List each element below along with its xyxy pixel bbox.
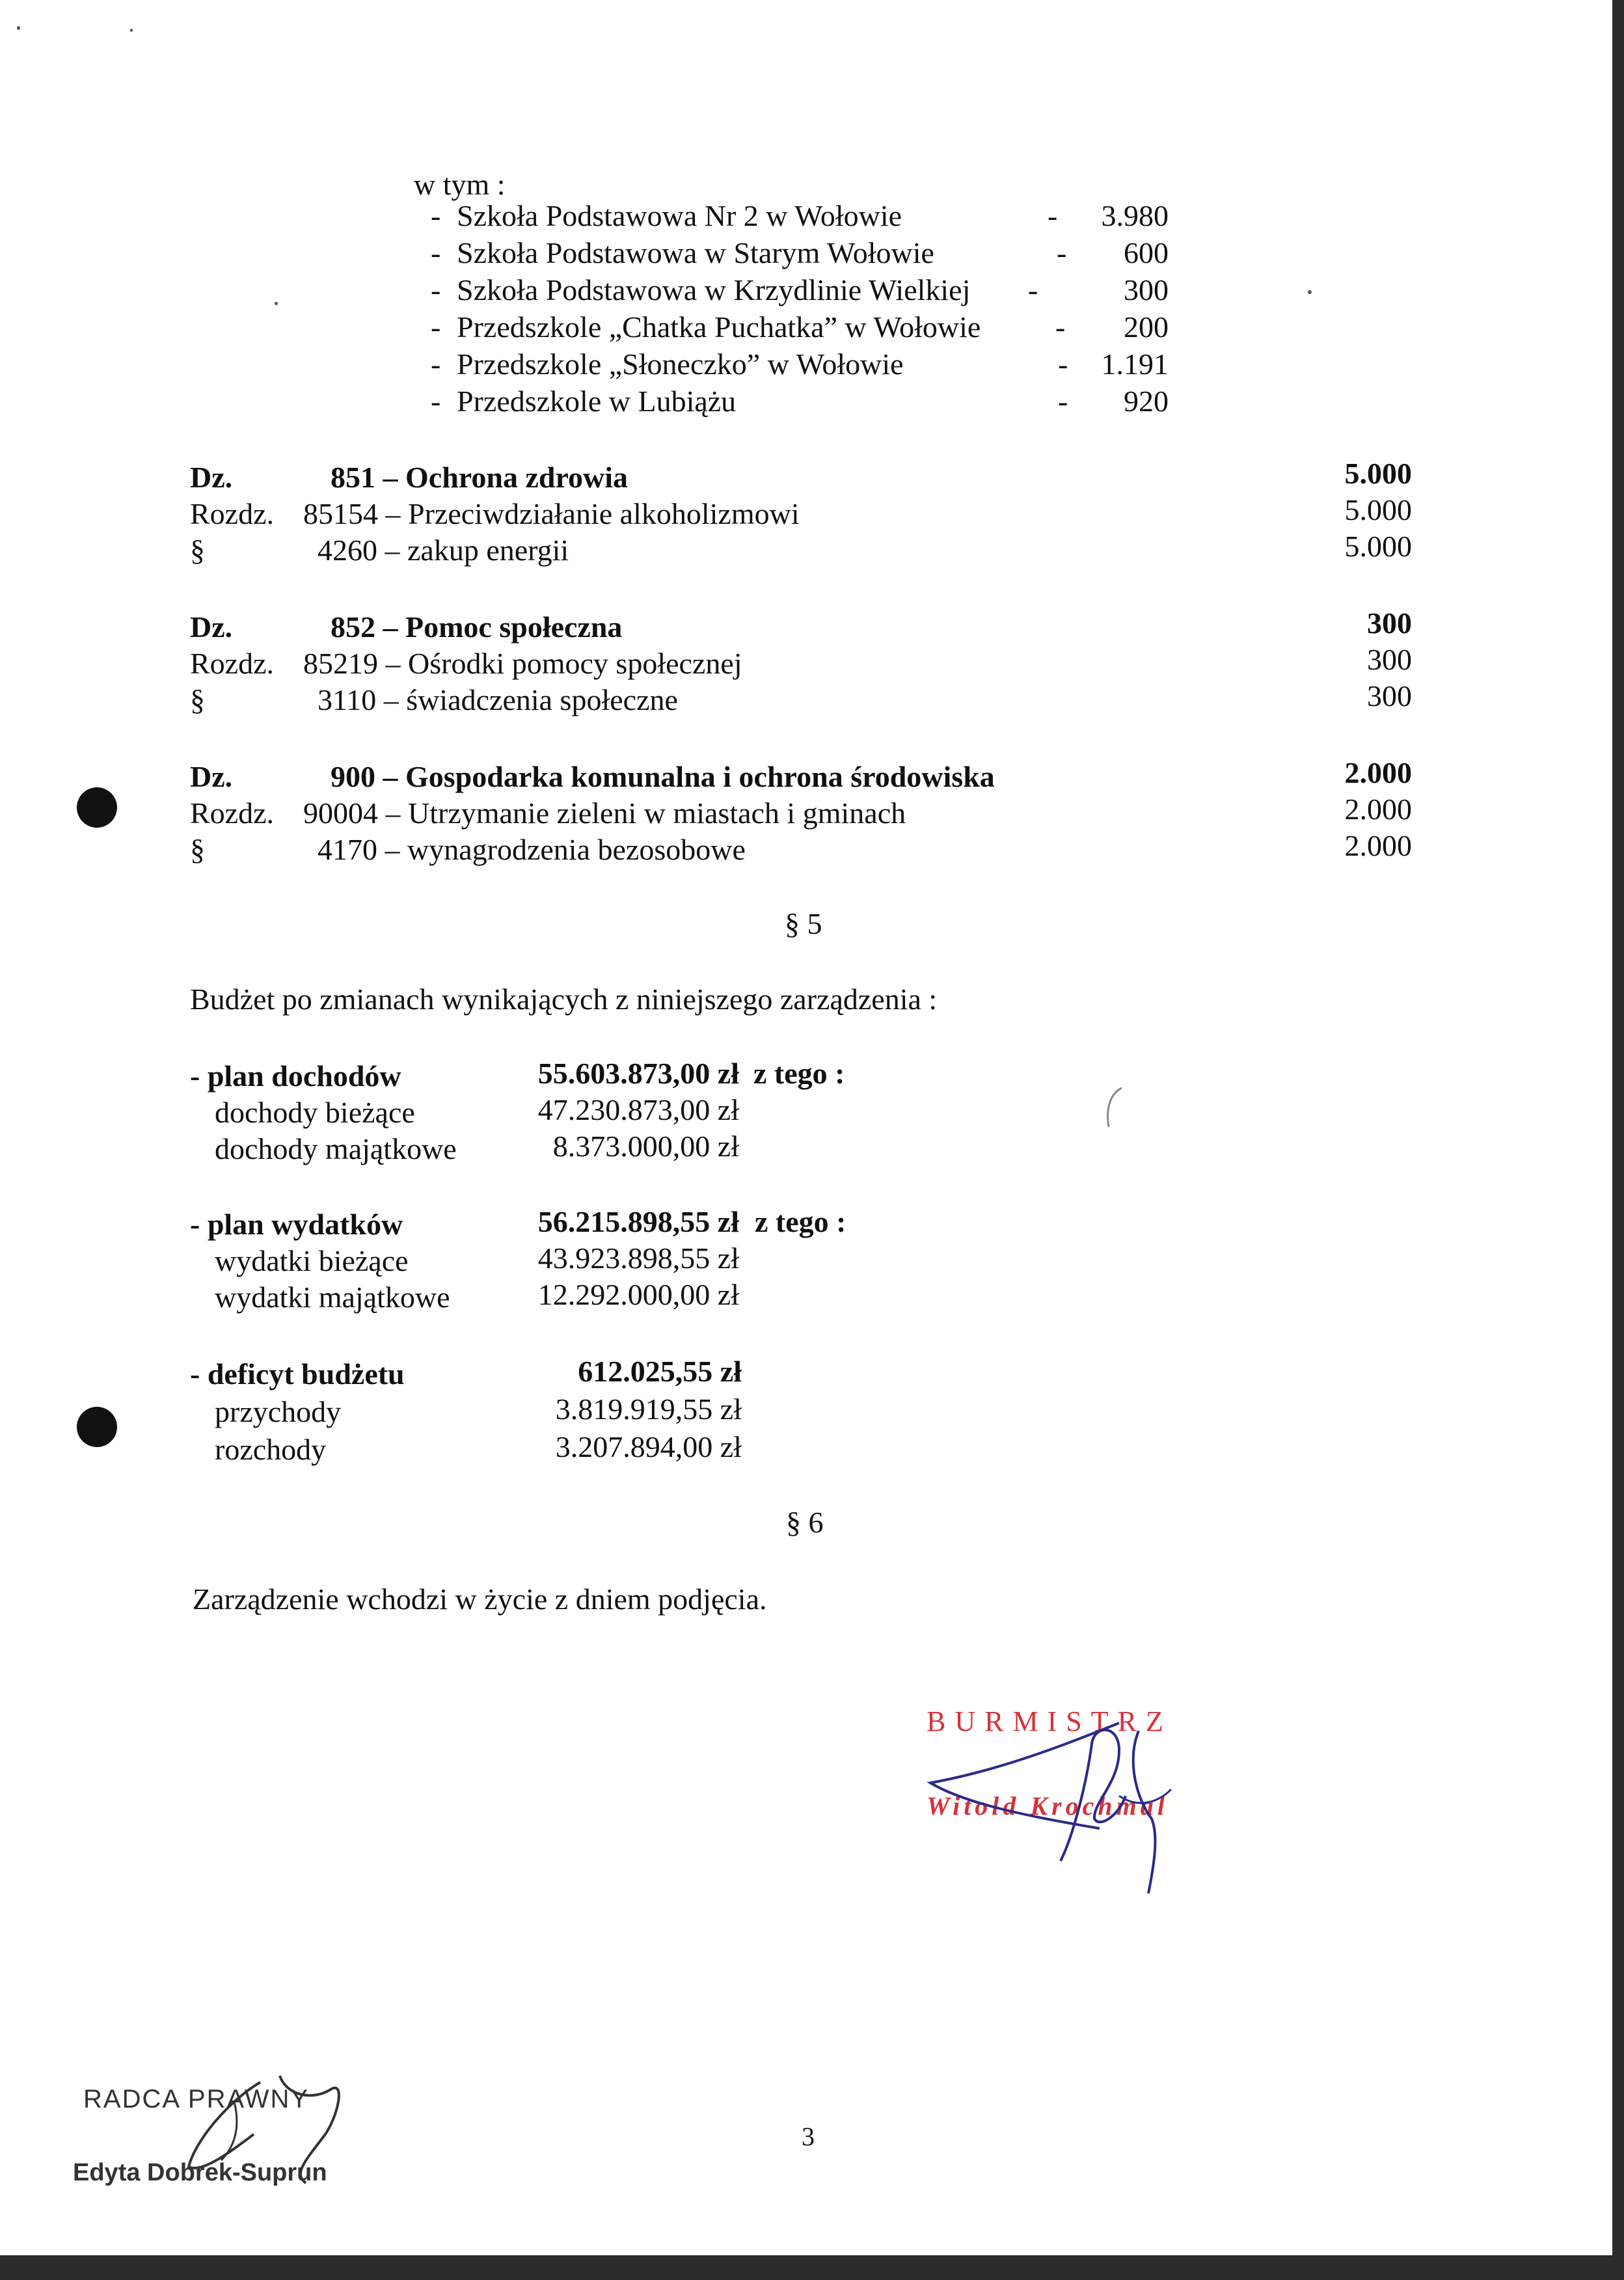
rozdz-value: 2.000 (1344, 793, 1412, 826)
dz-title: 851 – Ochrona zdrowia (331, 461, 629, 494)
rozdz-label: Rozdz. (190, 796, 275, 830)
punch-hole (77, 1407, 117, 1447)
paragraph-value: 2.000 (1344, 829, 1412, 862)
paragraph-label: § (190, 833, 205, 866)
rozdz-label: Rozdz. (190, 497, 275, 530)
rozdz-value: 300 (1367, 643, 1412, 676)
list-intro: w tym : (414, 168, 506, 201)
summary-value: 55.603.873,00 zł (537, 1057, 739, 1090)
summary-suffix: z tego : (755, 1205, 846, 1238)
paragraph-title: 4260 – zakup energii (318, 534, 569, 567)
paragraph-value: 300 (1367, 679, 1412, 712)
summary-row-value: 3.207.894,00 zł (555, 1430, 742, 1463)
list-item-name: Przedszkole w Lubiążu (457, 385, 737, 418)
paragraph-title: 4170 – wynagrodzenia bezosobowe (318, 833, 746, 866)
list-dash: - (431, 310, 441, 344)
rozdz-label: Rozdz. (190, 647, 275, 680)
summary-row-value: 3.819.919,55 zł (555, 1392, 742, 1426)
list-item-value: 920 (1124, 385, 1169, 418)
dz-value: 300 (1367, 606, 1412, 640)
summary-row-value: 8.373.000,00 zł (552, 1130, 739, 1163)
dz-label: Dz. (190, 461, 233, 494)
page-number: 3 (802, 2122, 815, 2151)
paragraph-heading: § 6 (786, 1506, 824, 1539)
list-item-value: 600 (1124, 236, 1169, 269)
stamp-title: BURMISTRZ (927, 1705, 1172, 1737)
summary-row-value: 12.292.000,00 zł (537, 1278, 739, 1311)
summary-label: - deficyt budżetu (190, 1357, 405, 1391)
dz-value: 5.000 (1344, 457, 1412, 490)
stamp-name: Edyta Dobrek-Suprun (73, 2159, 327, 2186)
dz-label: Dz. (190, 610, 233, 644)
list-dash: - (1028, 273, 1038, 306)
summary-row-label: przychody (215, 1395, 342, 1428)
summary-row-value: 47.230.873,00 zł (537, 1093, 739, 1126)
list-dash: - (1058, 347, 1068, 381)
list-dash: - (1058, 385, 1068, 418)
scan-speck (275, 302, 278, 305)
paragraph-label: § (190, 534, 205, 567)
dz-title: 900 – Gospodarka komunalna i ochrona środowiska (331, 760, 995, 793)
list-dash: - (431, 199, 441, 232)
list-item-name: Szkoła Podstawowa Nr 2 w Wołowie (457, 199, 902, 232)
paragraph-label: § (190, 683, 205, 716)
dz-label: Dz. (190, 760, 233, 793)
dz-title: 852 – Pomoc społeczna (331, 610, 623, 644)
punch-hole (77, 787, 117, 828)
list-dash: - (1055, 310, 1066, 344)
stamp-title: RADCA PRAWNY (83, 2085, 310, 2113)
list-item-value: 1.191 (1101, 347, 1169, 381)
summary-row-label: dochody bieżące (215, 1096, 415, 1129)
list-item-name: Szkoła Podstawowa w Krzydlinie Wielkiej (457, 273, 971, 306)
scan-speck (1308, 290, 1312, 294)
paragraph-title: 3110 – świadczenia społeczne (318, 683, 678, 716)
list-dash: - (1048, 199, 1058, 232)
list-dash: - (431, 236, 441, 269)
mayor-signature (924, 1705, 1210, 1900)
list-item-value: 3.980 (1101, 199, 1169, 232)
summary-label: - plan dochodów (190, 1059, 401, 1092)
summary-row-label: dochody majątkowe (215, 1132, 457, 1165)
rozdz-title: 90004 – Utrzymanie zieleni w miastach i gminach (303, 796, 906, 830)
scan-speck (130, 29, 133, 32)
paragraph-value: 5.000 (1344, 530, 1412, 563)
rozdz-title: 85154 – Przeciwdziałanie alkoholizmowi (303, 497, 800, 530)
list-item-name: Przedszkole „Słoneczko” w Wołowie (457, 347, 904, 381)
list-dash: - (431, 385, 441, 418)
summary-row-value: 43.923.898,55 zł (537, 1242, 739, 1275)
closing-statement: Zarządzenie wchodzi w życie z dniem podjęcia. (193, 1582, 767, 1616)
list-item-value: 200 (1124, 310, 1169, 344)
summary-row-label: wydatki majątkowe (215, 1281, 450, 1314)
list-item-name: Szkoła Podstawowa w Starym Wołowie (457, 236, 934, 269)
list-dash: - (431, 273, 441, 306)
scan-mark (1100, 1085, 1126, 1131)
list-item-value: 300 (1124, 273, 1169, 306)
dz-value: 2.000 (1344, 756, 1412, 789)
legal-advisor-signature (156, 2063, 364, 2193)
summary-suffix: z tego : (753, 1057, 845, 1090)
scan-speck (17, 26, 20, 30)
list-dash: - (1057, 236, 1067, 269)
rozdz-title: 85219 – Ośrodki pomocy społecznej (303, 647, 742, 680)
summary-label: - plan wydatków (190, 1208, 403, 1241)
summary-row-label: wydatki bieżące (215, 1244, 409, 1277)
budget-intro: Budżet po zmianach wynikających z niniejszego zarządzenia : (190, 983, 938, 1016)
rozdz-value: 5.000 (1344, 493, 1412, 526)
summary-value: 56.215.898,55 zł (537, 1205, 739, 1238)
stamp-name: Witold Krochmal (927, 1791, 1169, 1821)
list-item-name: Przedszkole „Chatka Puchatka” w Wołowie (457, 310, 981, 344)
list-dash: - (431, 347, 441, 381)
summary-row-label: rozchody (215, 1433, 327, 1466)
summary-value: 612.025,55 zł (578, 1355, 742, 1388)
paragraph-heading: § 5 (785, 907, 822, 940)
